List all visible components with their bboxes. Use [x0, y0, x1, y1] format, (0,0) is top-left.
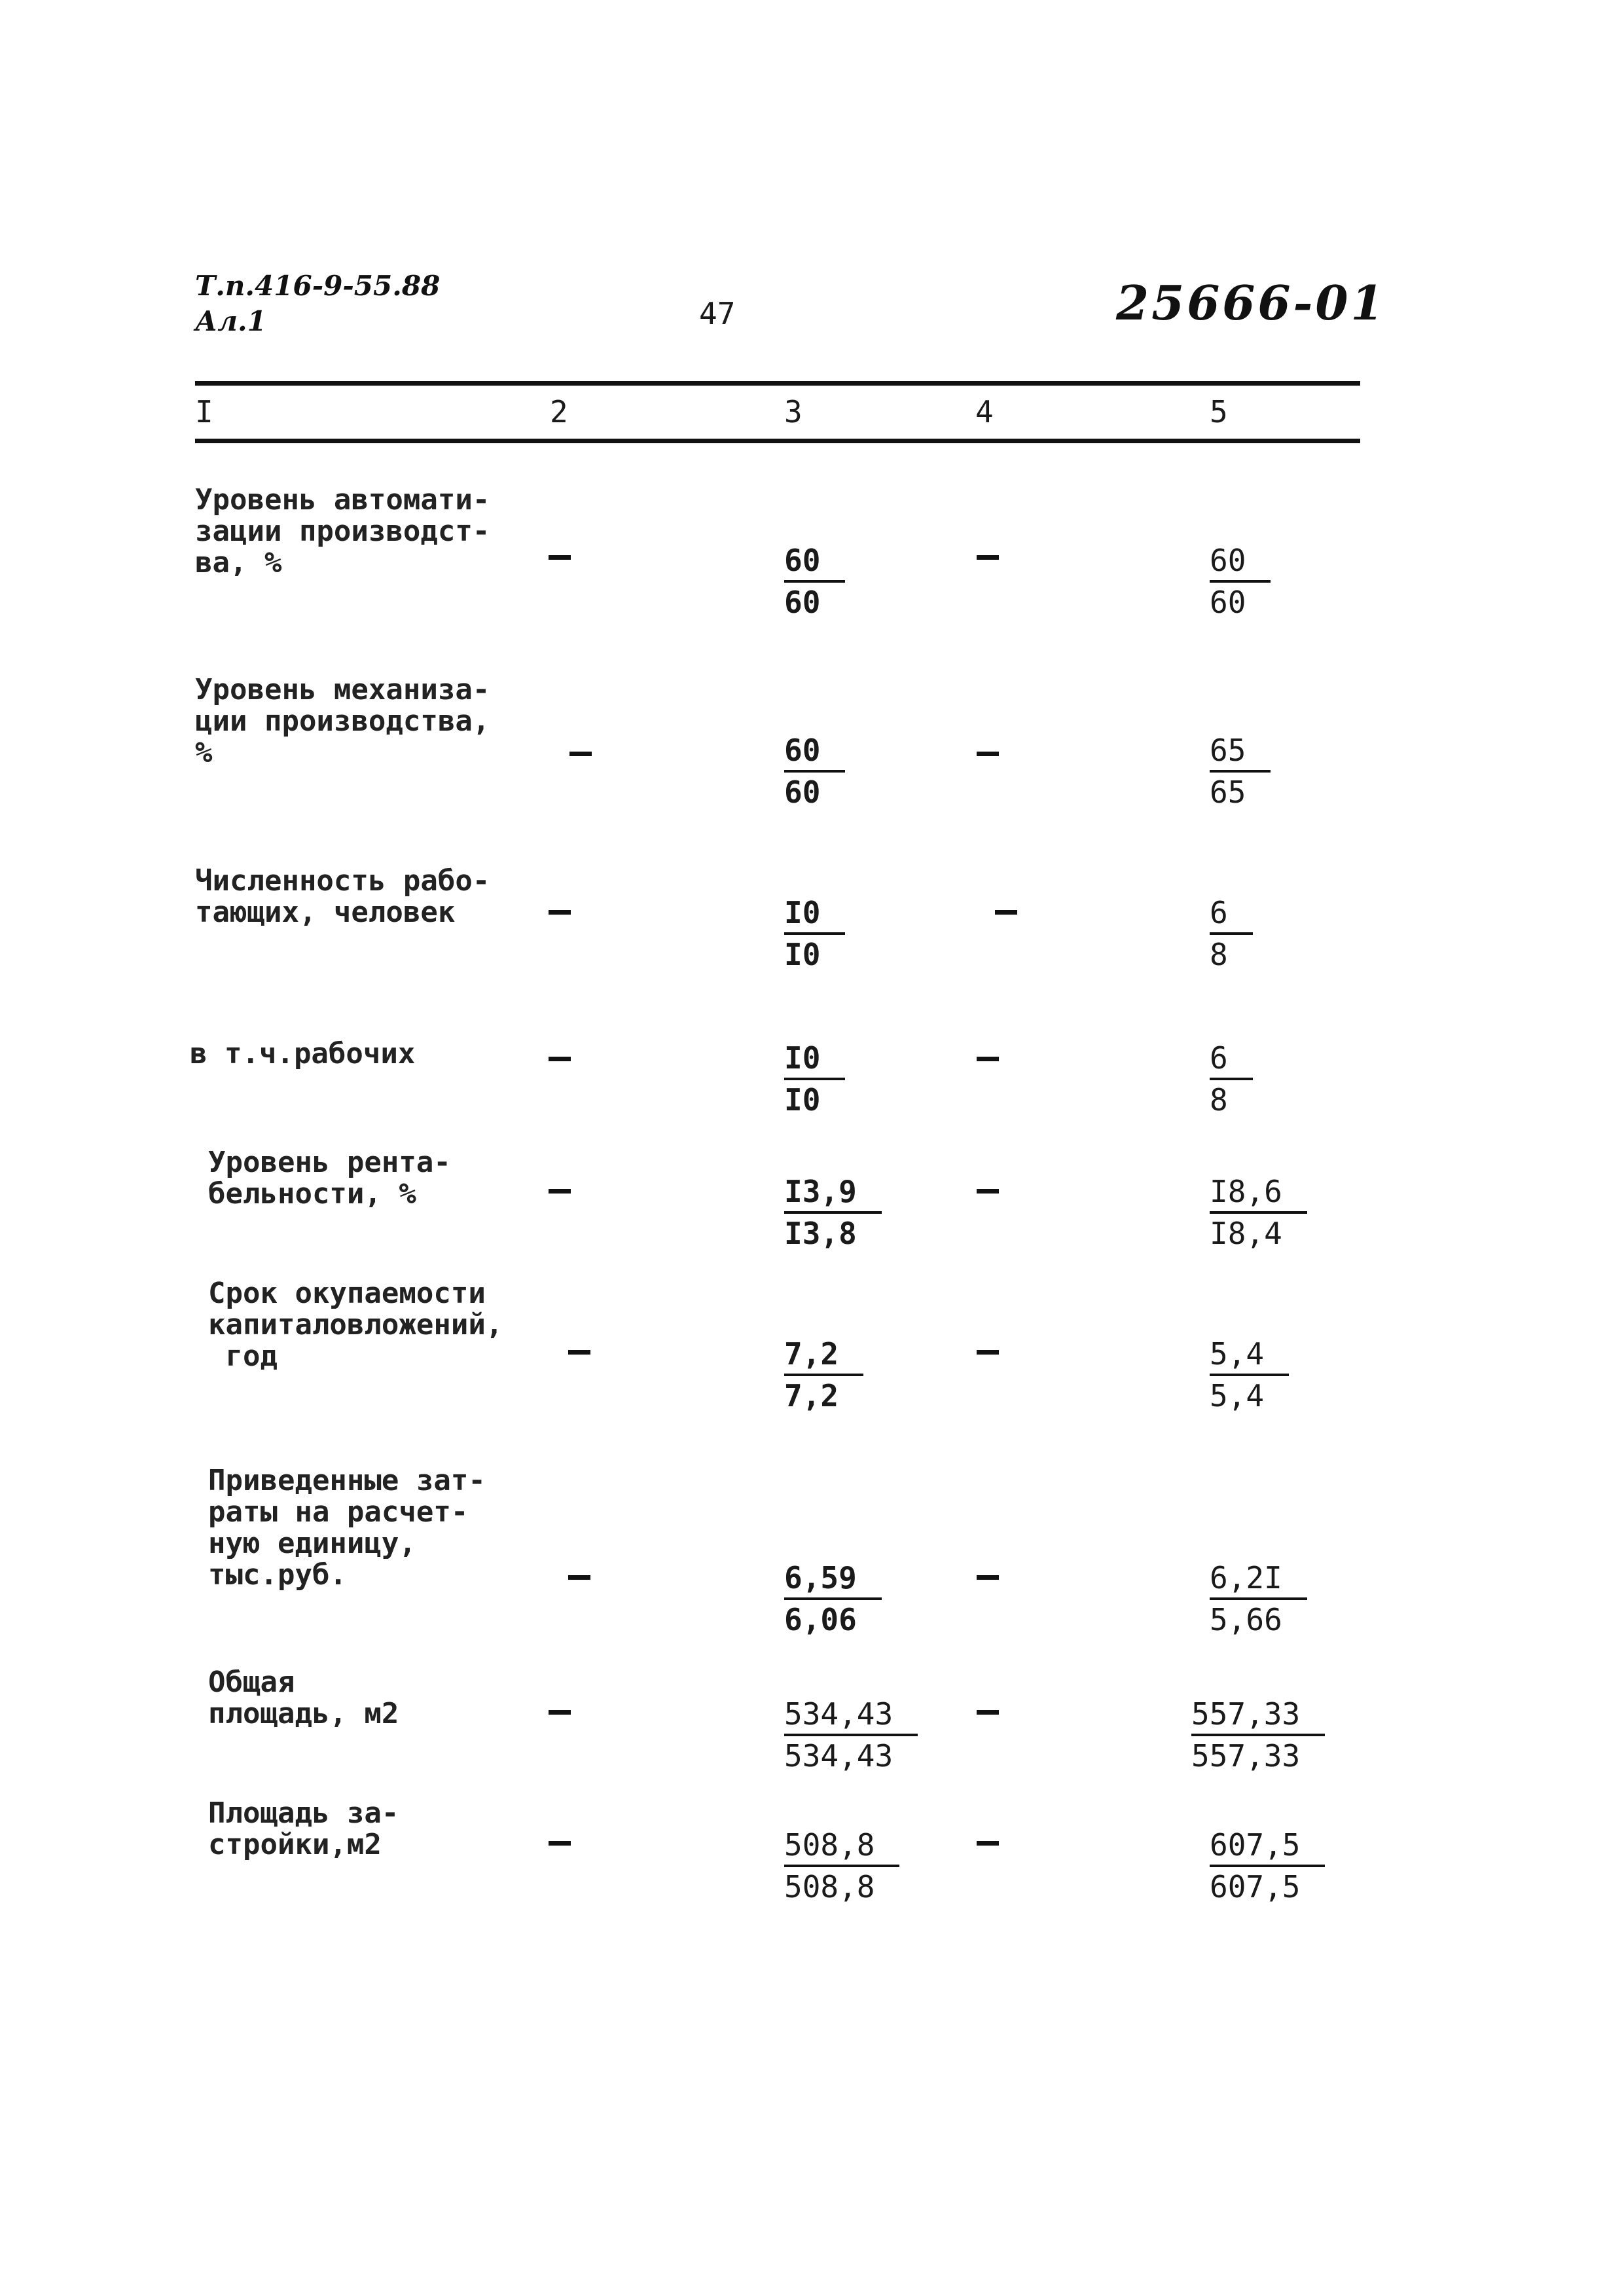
- document-code: 25666-01: [1116, 275, 1386, 331]
- value-fraction: $\frac{534,43}{534,43}$: [784, 1694, 918, 1776]
- value-fraction: $\frac{60}{60}$: [1210, 541, 1271, 622]
- value-fraction: $\frac{6,2I}{5,66}$: [1210, 1558, 1307, 1639]
- dash: [977, 1710, 999, 1715]
- row-label: Уровень автомати- зации производст- ва, %: [195, 483, 490, 579]
- row-label: Приведенные зат- раты на расчет- ную единицу, тыс.руб.: [208, 1464, 486, 1592]
- row-label: Срок окупаемости капиталовложений, год: [208, 1277, 503, 1373]
- row-label: Уровень механиза- ции производства, %: [195, 673, 490, 769]
- value-fraction: $\frac{6,59}{6,06}$: [784, 1558, 882, 1639]
- value-fraction: $\frac{5,4}{5,4}$: [1210, 1334, 1289, 1415]
- column-header-1: I: [195, 394, 213, 429]
- value-fraction: $\frac{I8,6}{I8,4}$: [1210, 1172, 1307, 1253]
- dash: [549, 1189, 571, 1194]
- row-label: Уровень рента- бельности, %: [208, 1146, 451, 1211]
- dash: [977, 1841, 999, 1846]
- column-header-2: 2: [550, 394, 568, 429]
- dash: [568, 1350, 590, 1355]
- row-label: Численность рабо- тающих, человек: [195, 864, 490, 929]
- value-fraction: $\frac{7,2}{7,2}$: [784, 1334, 863, 1415]
- value-fraction: $\frac{6}{8}$: [1210, 1038, 1253, 1120]
- dash: [549, 1841, 571, 1846]
- row-label: Общая площадь, м2: [208, 1666, 399, 1730]
- value-fraction: $\frac{I3,9}{I3,8}$: [784, 1172, 882, 1253]
- column-header-4: 4: [975, 394, 994, 429]
- dash: [977, 1057, 999, 1061]
- dash: [569, 752, 592, 756]
- row-label: Площадь за- стройки,м2: [208, 1796, 399, 1861]
- dash: [995, 910, 1017, 915]
- dash: [977, 1189, 999, 1194]
- sheet-reference: Ал.1: [195, 305, 266, 337]
- value-fraction: $\frac{6}{8}$: [1210, 893, 1253, 974]
- dash: [568, 1575, 590, 1580]
- column-header-3: 3: [784, 394, 803, 429]
- table-header-rule: [195, 439, 1360, 443]
- table-top-rule: [195, 381, 1360, 386]
- value-fraction: $\frac{60}{60}$: [784, 731, 845, 812]
- dash: [977, 555, 999, 560]
- dash: [549, 555, 571, 560]
- dash: [549, 1057, 571, 1061]
- page-number: 47: [699, 296, 736, 331]
- dash: [977, 752, 999, 756]
- column-header-5: 5: [1210, 394, 1228, 429]
- dash: [549, 910, 571, 915]
- value-fraction: $\frac{65}{65}$: [1210, 731, 1271, 812]
- row-label: в т.ч.рабочих: [190, 1037, 416, 1070]
- project-reference: Т.п.416-9-55.88: [195, 270, 441, 302]
- value-fraction: $\frac{60}{60}$: [784, 541, 845, 622]
- dash: [977, 1350, 999, 1355]
- value-fraction: $\frac{I0}{I0}$: [784, 893, 845, 974]
- value-fraction: $\frac{508,8}{508,8}$: [784, 1825, 899, 1906]
- value-fraction: $\frac{557,33}{557,33}$: [1191, 1694, 1325, 1776]
- value-fraction: $\frac{I0}{I0}$: [784, 1038, 845, 1120]
- dash: [549, 1710, 571, 1715]
- dash: [977, 1575, 999, 1580]
- value-fraction: $\frac{607,5}{607,5}$: [1210, 1825, 1325, 1906]
